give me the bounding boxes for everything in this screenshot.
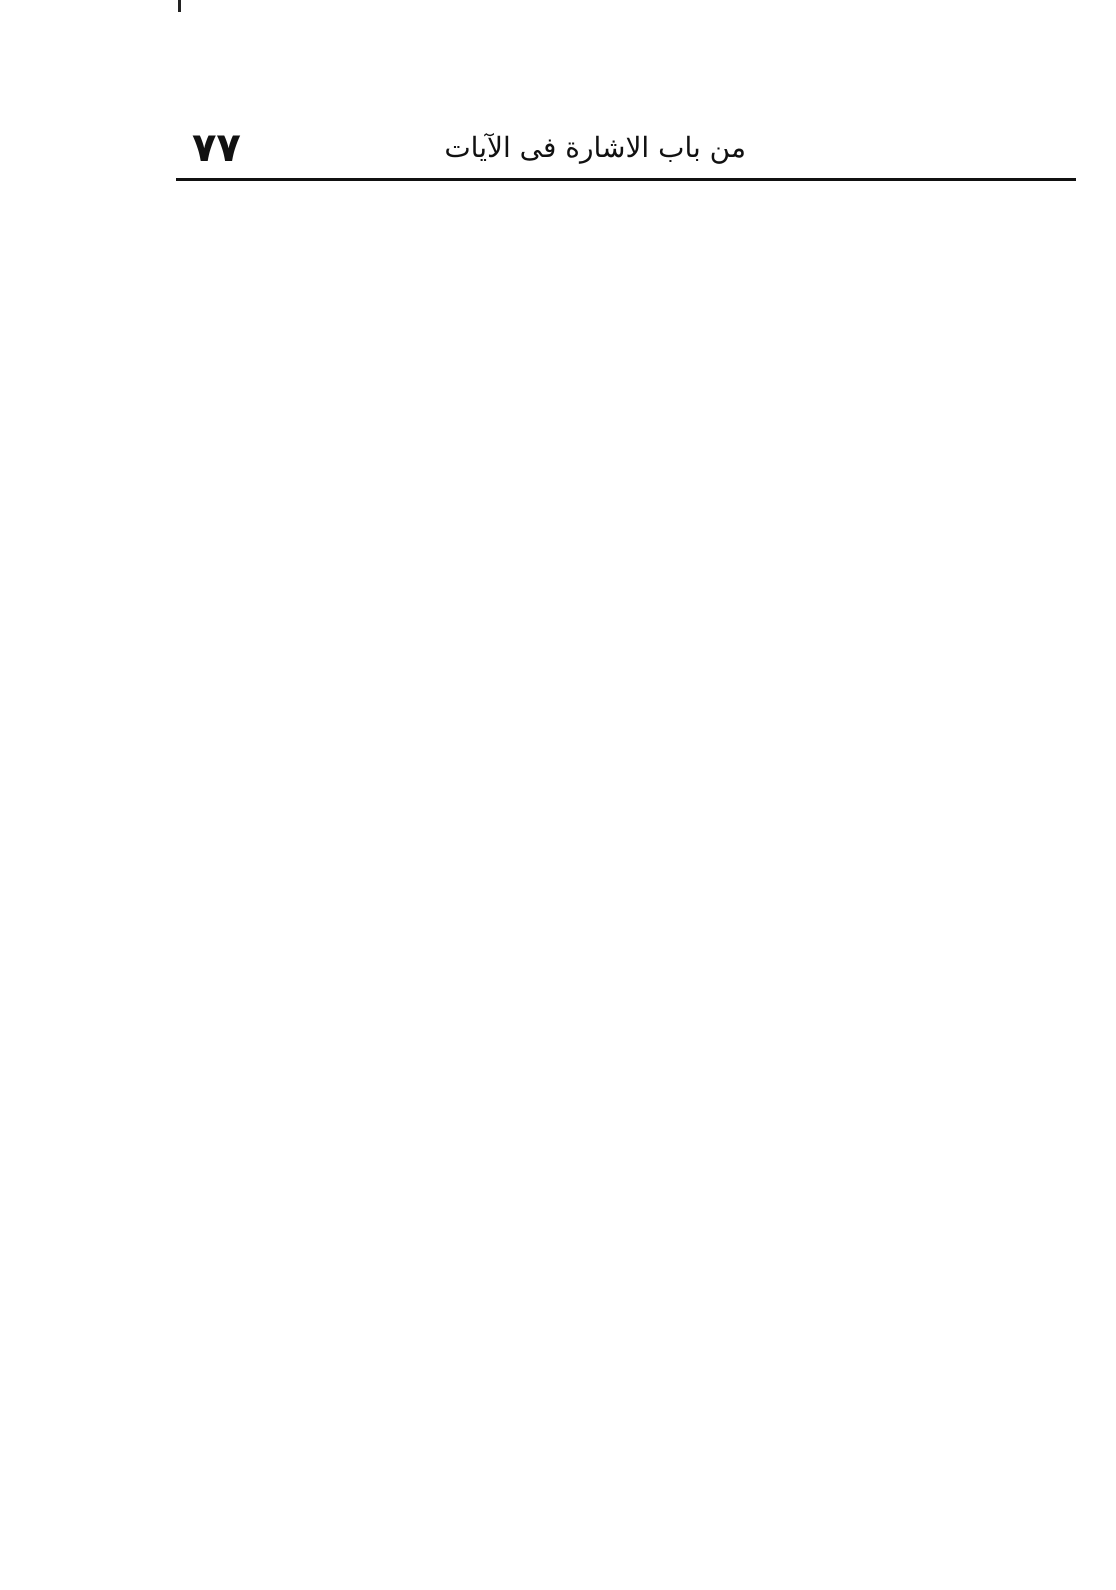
header-rule	[176, 178, 1076, 181]
running-title: من باب الاشارة فى الآيات	[444, 131, 746, 164]
page-number: ٧٧	[192, 125, 241, 171]
page-body	[180, 186, 1076, 1556]
page-header	[176, 118, 1076, 180]
page-corner-mark	[178, 0, 181, 12]
